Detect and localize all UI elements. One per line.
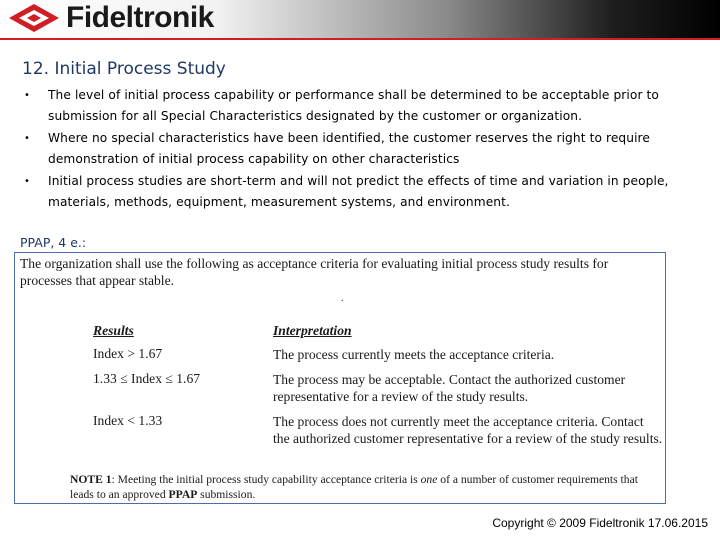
ppap-quote-box [14,252,666,504]
interpretation-header: Interpretation [273,323,352,338]
criteria-index: Index > 1.67 [93,346,163,361]
stray-mark: . [341,293,344,304]
note-part: of a number of customer requirements that leads to an approved [70,473,638,501]
criteria-index: Index < 1.33 [93,413,163,428]
bullet-text: The level of initial process capability or performance shall be determined to be acceptable prior to submission for all Special Characteristics designated by the customer or organization. [48,88,659,123]
quote-intro: The organization shall use the following as acceptance criteria for evaluating initial process study results for processes that appear stable. [20,256,609,288]
note-ppap: PPAP [168,488,198,501]
bullet-dot: • [24,176,30,187]
bullet-item [20,85,680,127]
bullet-text: Initial process studies are short-term and will not predict the effects of time and variation in people, materials, methods, equipment, measurement systems, and environment. [48,174,669,209]
criteria-interpretation: The process may be acceptable. Contact the authorized customer representative for a review of the study results. [273,372,626,404]
header-bar [0,0,720,38]
footer-copyright: Copyright © 2009 Fideltronik 17.06.2015 [492,516,708,530]
bullet-text: Where no special characteristics have been identified, the customer reserves the right to require demonstration of initial process capability on other characteristics [48,131,650,166]
ppap-label: PPAP, 4 e.: [20,235,87,250]
header-divider [0,38,720,40]
bullet-item [20,171,680,213]
note-label: NOTE 1 [70,473,112,486]
results-header: Results [93,323,134,338]
note-part: submission. [197,488,256,501]
note-part: : Meeting the initial process study capability acceptance criteria is [111,473,421,486]
note-emphasis: one [420,473,438,486]
note-text [70,472,660,502]
bullet-dot: • [24,90,30,101]
brand-logo-text: Fideltronik [66,1,214,34]
criteria-index: 1.33 ≤ Index ≤ 1.67 [93,371,201,386]
bullet-list [20,85,680,214]
criteria-interpretation: The process currently meets the acceptance criteria. [273,347,555,362]
bullet-dot: • [24,133,30,144]
bullet-item [20,128,680,170]
fideltronik-logo-icon [8,3,60,33]
criteria-interpretation: The process does not currently meet the acceptance criteria. Contact the authorized customer representative for a review of the study results. [273,414,663,446]
slide-title: 12. Initial Process Study [22,59,226,79]
